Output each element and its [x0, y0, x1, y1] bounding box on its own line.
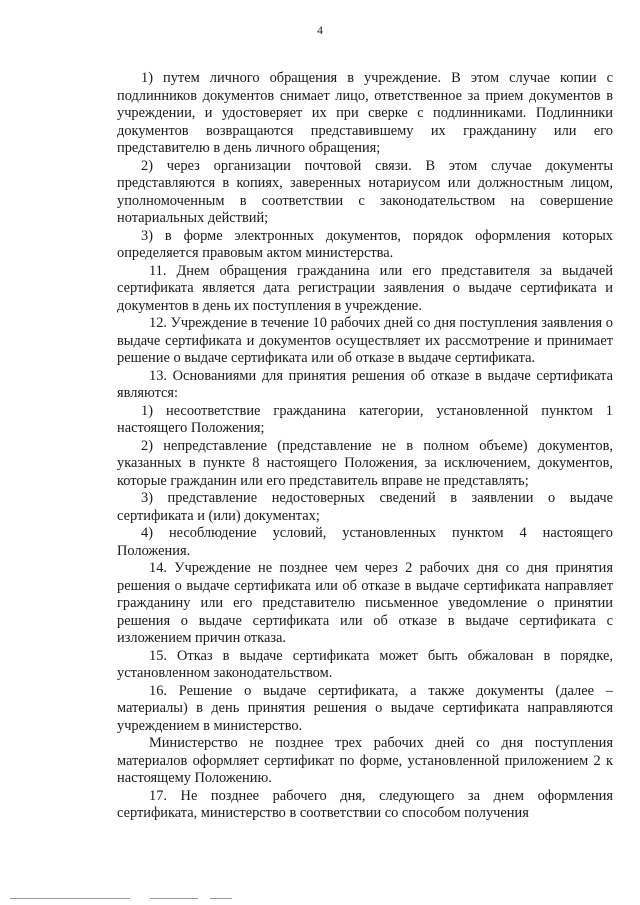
paragraph-clause-11: 11. Днем обращения гражданина или его представителя за выдачей сертификата является дата регистрации заявления о выдаче сертификата и документов в день их поступления в учреждение.: [117, 262, 613, 314]
paragraph-item-3: 3) в форме электронных документов, порядок оформления которых определяется правовым актом министерства.: [117, 227, 613, 261]
paragraph-clause-13: 13. Основаниями для принятия решения об отказе в выдаче сертификата являются:: [117, 367, 613, 401]
paragraph-item-2: 2) через организации почтовой связи. В этом случае документы представляются в копиях, заверенных нотариусом или должностным лицом, уполномоченным в соответствии с законодательством на совершение нотариальных действий;: [117, 157, 613, 226]
paragraph-clause-16: 16. Решение о выдаче сертификата, а также документы (далее – материалы) в день принятия решения о выдаче сертификата направляются учреждением в министерство.: [117, 682, 613, 734]
paragraph-clause-14: 14. Учреждение не позднее чем через 2 рабочих дня со дня принятия решения о выдаче сертификата или об отказе в выдаче сертификата направляет гражданину или его представителю письменное уведомление о принятии решения о выдаче сертификата или об отказе в выдаче сертификата с изложением причин отказа.: [117, 560, 613, 646]
paragraph-clause-12: 12. Учреждение в течение 10 рабочих дней со дня поступления заявления о выдаче сертификата и документов осуществляет их рассмотрение и принимает решение о выдаче сертификата или об отказе в выдаче сертификата.: [117, 315, 613, 366]
footer-rule: [10, 898, 240, 900]
document-body: [117, 70, 613, 823]
paragraph-ministry-para: Министерство не позднее трех рабочих дней со дня поступления материалов оформляет сертификат по форме, установленной приложением 2 к настоящему Положению.: [117, 735, 613, 786]
page-number: 4: [317, 23, 323, 37]
paragraph-clause-17: 17. Не позднее рабочего дня, следующего за днем оформления сертификата, министерство в соответствии со способом получения: [117, 787, 613, 821]
paragraph-item-1: 1) путем личного обращения в учреждение. В этом случае копии с подлинников документов снимает лицо, ответственное за прием документов в учреждении, и удостоверяет их при сверке с подлинниками. Подлинники документов возвращаются представившему их гражданину или его представителю в день личного обращения;: [117, 70, 613, 156]
paragraph-ground-1: 1) несоответствие гражданина категории, установленной пунктом 1 настоящего Положения;: [117, 402, 613, 436]
paragraph-ground-4: 4) несоблюдение условий, установленных пунктом 4 настоящего Положения.: [117, 525, 613, 559]
paragraph-ground-3: 3) представление недостоверных сведений в заявлении о выдаче сертификата и (или) документах;: [117, 490, 613, 524]
paragraph-clause-15: 15. Отказ в выдаче сертификата может быть обжалован в порядке, установленном законодательством.: [117, 647, 613, 681]
paragraph-ground-2: 2) непредставление (представление не в полном объеме) документов, указанных в пункте 8 настоящего Положения, за исключением, документов, которые гражданин или его представитель вправе не представлять;: [117, 437, 613, 489]
